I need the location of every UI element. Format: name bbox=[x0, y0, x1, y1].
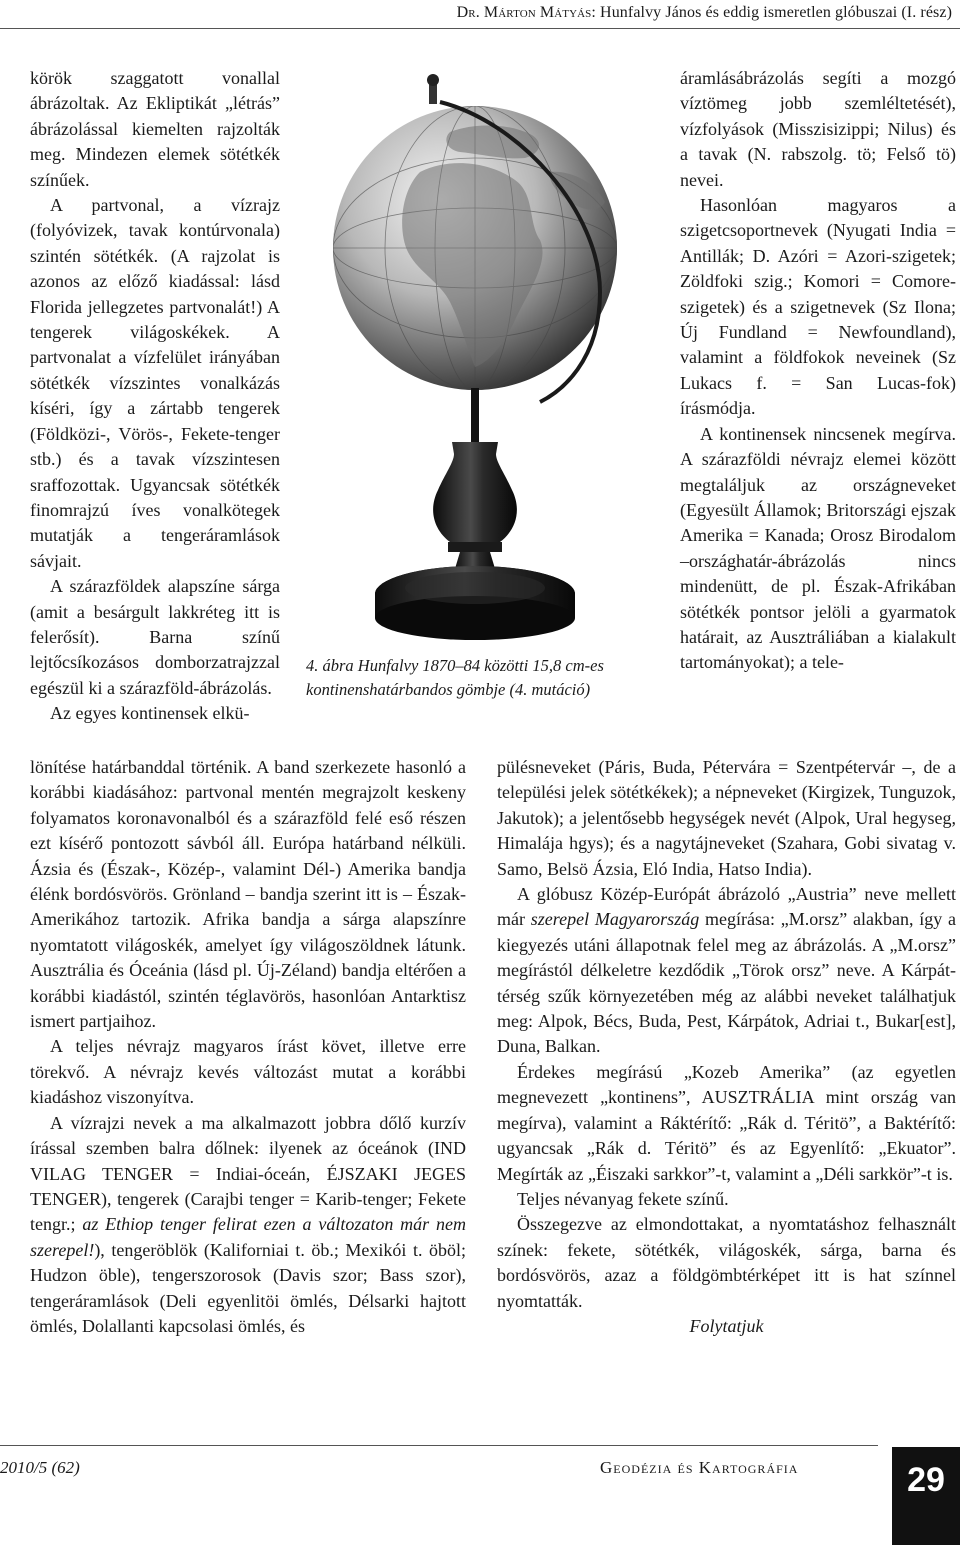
page-number: 29 bbox=[892, 1447, 960, 1545]
paragraph: A partvonal, a vízrajz (folyóvizek, tavak kontúrvonala) szintén sötétkék. (A rajzolat is azonos az előző kiadással: lásd Florida jellegzetes partvonalát!) A tengerek világoskékek. A partvonalat a vízfelület irányában sötétkék vízszintes vonalkázás kíséri, így a zártabb tengerek (Földközi-, Vörös-, Fekete-tenger stb.) és a tavak vízszintesen sraffozottak. Ugyancsak sötétkék finomrajzú íves vonalkötegek mutatják a tengeráramlások sávjait. bbox=[30, 195, 280, 571]
paragraph: Az egyes kontinensek elkü- bbox=[50, 703, 250, 724]
left-column bbox=[30, 66, 280, 727]
paragraph: Teljes névanyag fekete színű. bbox=[517, 1188, 729, 1209]
right-column bbox=[680, 66, 956, 676]
paragraph: Érdekes megírású „Kozeb Amerika” (az egyetlen megnevezett „kontinens”, AUSZTRÁLIA mint ország van megírva), valamint a Ráktérítő: „Rák d. Téritö”, a Baktérítő: ugyancsak „Rák d. Téritö” és az Egyenlítő: „Ekuator”. Megírták az „Éiszaki sarkkor”-t, valamint a „Déli sarkkör”-t is. bbox=[497, 1061, 956, 1184]
journal-name: Geodézia és Kartográfia bbox=[600, 1458, 799, 1477]
globe-figure bbox=[300, 62, 640, 652]
lower-right-column bbox=[497, 755, 956, 1339]
running-head-title: Hunfalvy János és eddig ismeretlen glóbuszai (I. rész) bbox=[595, 4, 952, 21]
paragraph bbox=[497, 882, 956, 1060]
text-run: ), tengeröblök (Kaliforniai t. öb.; Mexikói t. öböl; Hudzon öble), tengerszorosok (Davis szor; Bass szor), tengeráramlások (Deli egyenlitöi ömlés, Délsarki hajtott ömlés, Dolallanti kapcsolasi ömlés, és bbox=[30, 1239, 466, 1336]
paragraph: áramlásábrázolás segíti a mozgó víztömeg jobb szemléltetését), vízfolyások (Misszisizippi; Nilus) és a tavak (N. rabszolg. tö; Felső tö) nevei. bbox=[680, 68, 956, 190]
figure-caption: 4. ábra Hunfalvy 1870–84 közötti 15,8 cm-es kontinenshatárbandos gömbje (4. mutáció) bbox=[306, 656, 604, 699]
italic-text-run: az Ethiop tenger felirat ezen a változaton már nem szerepel! bbox=[30, 1214, 466, 1260]
lower-left-column bbox=[30, 755, 466, 1339]
globe-image bbox=[300, 62, 640, 652]
running-head bbox=[0, 4, 952, 22]
paragraph: A teljes névrajz magyaros írást követ, illetve erre törekvő. A névrajz kevés változást mutat a korábbi kiadáshoz viszonyítva. bbox=[30, 1036, 466, 1108]
paragraph: Összegezve az elmondottakat, a nyomtatáshoz felhasznált színek: fekete, sötétkék, világoskék, sárga, barna és bordósvörös, azaz a földgömbtérképet itt is hat színnel nyomtatták. bbox=[497, 1214, 956, 1311]
paragraph: A szárazföldek alapszíne sárga (amit a besárgult lakkréteg itt is felerősít). Barna színű lejtőcsíkozásos domborzatrajzzal egészül ki a szárazföld-ábrázolás. bbox=[30, 576, 280, 698]
paragraph: Hasonlóan magyaros a szigetcsoportnevek (Nyugati India = Antillák; D. Azóri = Azori-szigetek; Zöldfoki szig.; Komori = Comore-szigetek) és a szigetnevek (Sz Ilona; Új Fundland = Newfoundland), valamint a földfokok neveinek (Sz Lukacs f. = San Lucas-fok) írásmódja. bbox=[680, 195, 956, 419]
text-run: A glóbusz Közép-Európát ábrázoló „Austria” neve mellett már bbox=[497, 884, 956, 930]
continued-label: Folytatjuk bbox=[689, 1315, 764, 1336]
running-head-author: Dr. Márton Mátyás: bbox=[456, 4, 596, 21]
text-run: megírása: „M.orsz” alakban, így a kiegyezés utáni állapotnak felel meg az ábrázolás. A „M.orsz” megírástól délkeletre kezdődik „Törok orsz” neve. A Kárpát-térség szűk környezetében még az alábbi neveket találhatjuk meg: Alpok, Bécs, Buda, Pest, Kárpátok, Adriai t., Bukar[est], Duna, Balkan. bbox=[497, 909, 956, 1057]
italic-text-run: szerepel Magyarország bbox=[524, 909, 700, 930]
paragraph: A kontinensek nincsenek megírva. A szárazföldi névrajz elemei között megtaláljuk az országneveket (Egyesült Államok; Britországi ejszak Amerika = Kanada; Orosz Birodalom –országhatár-ábrázolás nincs mindenütt, de pl. Észak-Afrikában sötétkék pontsor jelöli a gyarmatok határait, az Ausztráliában a kialakult tartományokat); a tele- bbox=[680, 423, 956, 673]
paragraph: lönítése határbanddal történik. A band szerkezete hasonló a korábbi kiadásához: partvonal mentén megrajzolt keskeny folyamatos koronavonalból és a szárazföld felé eső részen ezt kísérő pontozott sávból áll. Európa határband nélküli. Ázsia és (Észak-, Közép-, valamint Dél-) Amerika bandja élénk bordósvörös. Grönland – bandja szerint itt is – Észak-Amerikához tartozik. Afrika bandja a sárga alapszínre nyomtatott világoskék, amelyet így világoszöldnek látunk. Ausztrália és Óceánia (lásd pl. Új-Zéland) bandja eltérően a korábbi kiadástól, szintén téglavörös, hasonlóan Antarktisz ismert partjaihoz. bbox=[30, 757, 466, 1032]
footer-rule bbox=[0, 1445, 878, 1446]
paragraph bbox=[30, 1111, 466, 1340]
continued-note bbox=[497, 1314, 956, 1339]
paragraph: pülésneveket (Páris, Buda, Pétervára = Szentpétervár –, de a települési jelek sötétkékek); a népneveket (Kirgizek, Tunguzok, Jakutok); a jelentősebb hegységek nevét (Alpok, Ural hegyseg, Himalája hgys); és a nagytájneveket (Szahara, Gobi sivatag v. Samo, Belsö Ázsia, Eló India, Hatso India). bbox=[497, 757, 956, 879]
header-rule bbox=[0, 28, 960, 29]
paragraph: körök szaggatott vonallal ábrázoltak. Az Ekliptikát „létrás” ábrázolással kiemelten rajzolták meg. Mindezen elemek sötétkék színűek. bbox=[30, 68, 280, 190]
issue-number: 2010/5 (62) bbox=[0, 1458, 80, 1477]
text-run: A vízrajzi nevek a ma alkalmazott jobbra dőlő kurzív írással szemben balra dőlnek: ilyenek az óceánok (IND VILAG TENGER = Indiai-óceán, ÉJSZAKI JEGES TENGER), tengerek (Carajbi tenger = Karib-tenger; Fekete tengr.; bbox=[30, 1112, 466, 1235]
